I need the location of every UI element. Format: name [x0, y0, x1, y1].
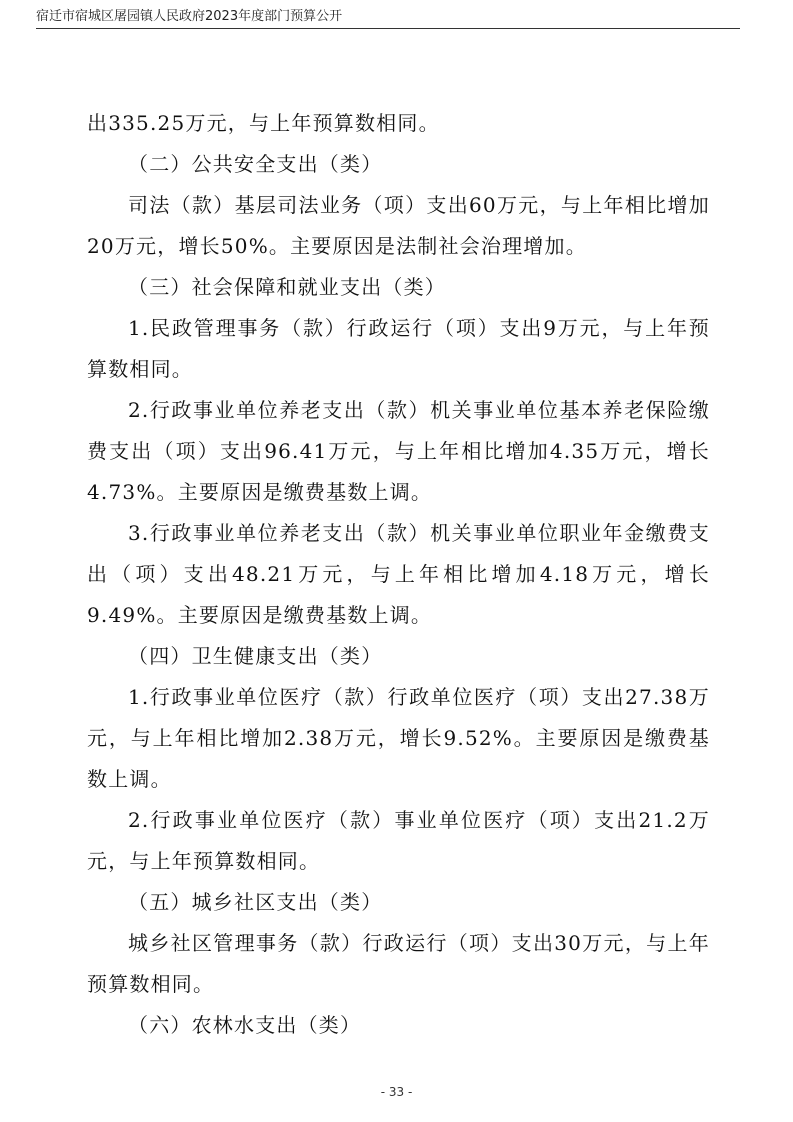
- section-heading-public-security: （二）公共安全支出（类）: [128, 152, 383, 176]
- section-heading-health: （四）卫生健康支出（类）: [128, 644, 383, 668]
- section-heading-urban-rural: （五）城乡社区支出（类）: [128, 890, 383, 914]
- paragraph-basic-pension: 2.行政事业单位养老支出（款）机关事业单位基本养老保险缴费支出（项）支出96.41万元，与上年相比增加4.35万元，增长4.73%。主要原因是缴费基数上调。: [87, 398, 710, 504]
- paragraph-institution-medical: 2.行政事业单位医疗（款）事业单位医疗（项）支出21.2万元，与上年预算数相同。: [87, 808, 710, 873]
- section-heading-agriculture: （六）农林水支出（类）: [128, 1013, 362, 1037]
- paragraph-admin-medical: 1.行政事业单位医疗（款）行政单位医疗（项）支出27.38万元，与上年相比增加2.38万元，增长9.52%。主要原因是缴费基数上调。: [87, 685, 710, 791]
- paragraph-community-management: 城乡社区管理事务（款）行政运行（项）支出30万元，与上年预算数相同。: [87, 931, 710, 996]
- page-number: - 33 -: [380, 1085, 413, 1099]
- paragraph-occupational-annuity: 3.行政事业单位养老支出（款）机关事业单位职业年金缴费支出（项）支出48.21万元，与上年相比增加4.18万元，增长9.49%。主要原因是缴费基数上调。: [87, 521, 710, 627]
- paragraph-civil-affairs: 1.民政管理事务（款）行政运行（项）支出9万元，与上年预算数相同。: [87, 316, 710, 381]
- section-heading-social-security: （三）社会保障和就业支出（类）: [128, 275, 446, 299]
- paragraph-continuation: 出335.25万元，与上年预算数相同。: [87, 111, 440, 135]
- paragraph-judicial: 司法（款）基层司法业务（项）支出60万元，与上年相比增加20万元，增长50%。主要原因是法制社会治理增加。: [87, 193, 710, 258]
- header-divider: [36, 28, 740, 29]
- document-body: [87, 103, 710, 1046]
- page-header: 宿迁市宿城区屠园镇人民政府2023年度部门预算公开: [36, 9, 343, 24]
